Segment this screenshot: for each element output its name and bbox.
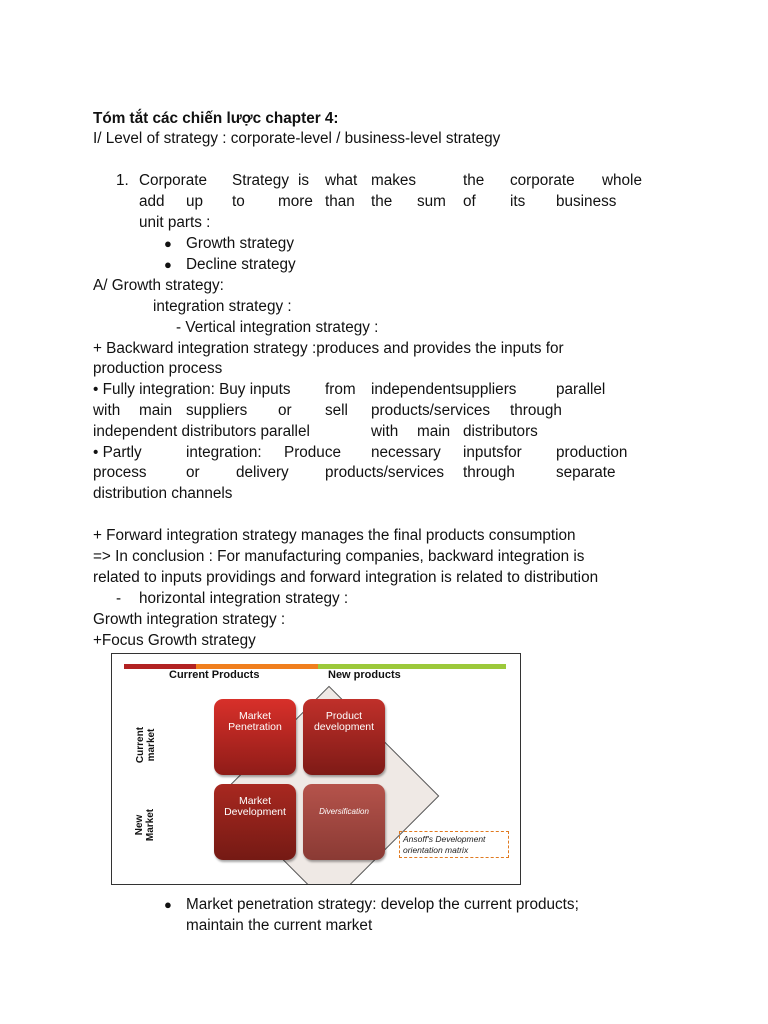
bullet-icon: ● (164, 257, 172, 272)
justified-word: products/services (325, 464, 445, 481)
justified-word: independentsuppliers (371, 381, 517, 398)
text-line: production process (93, 360, 223, 377)
list-dash: - (116, 590, 122, 607)
justified-word: through (510, 402, 562, 419)
text-line: +Focus Growth strategy (93, 632, 256, 649)
cell-label: Market Development (224, 795, 286, 818)
justified-word: Corporate (139, 172, 208, 189)
justified-word: main (417, 423, 451, 440)
cell-diversification (303, 784, 385, 860)
justified-word: products/services (371, 402, 491, 419)
justified-word: • Fully integration: Buy inputs (93, 381, 291, 398)
text-line: distribution channels (93, 485, 233, 502)
justified-word: corporate (510, 172, 575, 189)
justified-word: suppliers (186, 402, 248, 419)
justified-word: parallel (556, 381, 606, 398)
text-line: A/ Growth strategy: (93, 277, 224, 294)
justified-word: process (93, 464, 147, 481)
cell-product-development (303, 699, 385, 775)
justified-word: main (139, 402, 173, 419)
justified-word: more (278, 193, 313, 210)
justified-word: Produce (284, 444, 341, 461)
justified-word: through (463, 464, 515, 481)
list-item: Market penetration strategy: develop the current products; (186, 896, 579, 913)
justified-word: integration: (186, 444, 262, 461)
justified-word: business (556, 193, 617, 210)
page-title: Tóm tắt các chiến lược chapter 4: (93, 110, 339, 127)
justified-word: the (463, 172, 485, 189)
justified-word: • Partly (93, 444, 142, 461)
bullet-icon: ● (164, 897, 172, 912)
cell-market-development (214, 784, 296, 860)
figure-caption-note: Ansoff's Development orientation matrix (399, 831, 509, 858)
justified-word: what (325, 172, 358, 189)
text-line: horizontal integration strategy : (139, 590, 349, 607)
justified-word: from (325, 381, 356, 398)
cell-label: Market Penetration (228, 710, 282, 733)
text-line: unit parts : (139, 214, 211, 231)
text-line: integration strategy : (153, 298, 292, 315)
label-current-market: Current market (135, 726, 157, 764)
justified-word: to (232, 193, 245, 210)
cell-market-penetration (214, 699, 296, 775)
text-line: related to inputs providings and forward integration is related to distribution (93, 569, 599, 586)
list-item-continuation: maintain the current market (186, 917, 373, 934)
cell-label: Product development (313, 710, 375, 733)
text-line: Growth integration strategy : (93, 611, 286, 628)
justified-word: necessary (371, 444, 441, 461)
justified-word: of (463, 193, 476, 210)
justified-word: is (298, 172, 310, 189)
list-number: 1. (116, 172, 129, 189)
text-line: + Backward integration strategy :produces and provides the inputs for (93, 340, 564, 357)
justified-word: with (93, 402, 121, 419)
label-new-market: New Market (134, 808, 156, 842)
justified-word: add (139, 193, 165, 210)
justified-word: distributors (463, 423, 538, 440)
text-line: => In conclusion : For manufacturing companies, backward integration is (93, 548, 585, 565)
header-new-products: New products (328, 669, 401, 681)
justified-word: than (325, 193, 355, 210)
cell-label: Diversification (319, 807, 369, 816)
bullet-icon: ● (164, 236, 172, 251)
justified-word: the (371, 193, 393, 210)
justified-word: independent distributors parallel (93, 423, 310, 440)
list-item: Growth strategy (186, 235, 294, 252)
text-line: + Forward integration strategy manages the final products consumption (93, 527, 576, 544)
justified-word: its (510, 193, 526, 210)
text-line: I/ Level of strategy : corporate-level / business-level strategy (93, 130, 501, 147)
ansoff-matrix-figure (111, 653, 521, 885)
justified-word: sell (325, 402, 348, 419)
justified-word: whole (602, 172, 642, 189)
header-current-products: Current Products (169, 669, 260, 681)
justified-word: with (371, 423, 399, 440)
justified-word: production (556, 444, 628, 461)
justified-word: Strategy (232, 172, 289, 189)
justified-word: or (186, 464, 200, 481)
justified-word: makes (371, 172, 417, 189)
justified-word: or (278, 402, 292, 419)
justified-word: delivery (236, 464, 289, 481)
text-line: - Vertical integration strategy : (176, 319, 379, 336)
justified-word: separate (556, 464, 616, 481)
list-item: Decline strategy (186, 256, 296, 273)
justified-word: inputsfor (463, 444, 522, 461)
justified-word: sum (417, 193, 446, 210)
justified-word: up (186, 193, 204, 210)
